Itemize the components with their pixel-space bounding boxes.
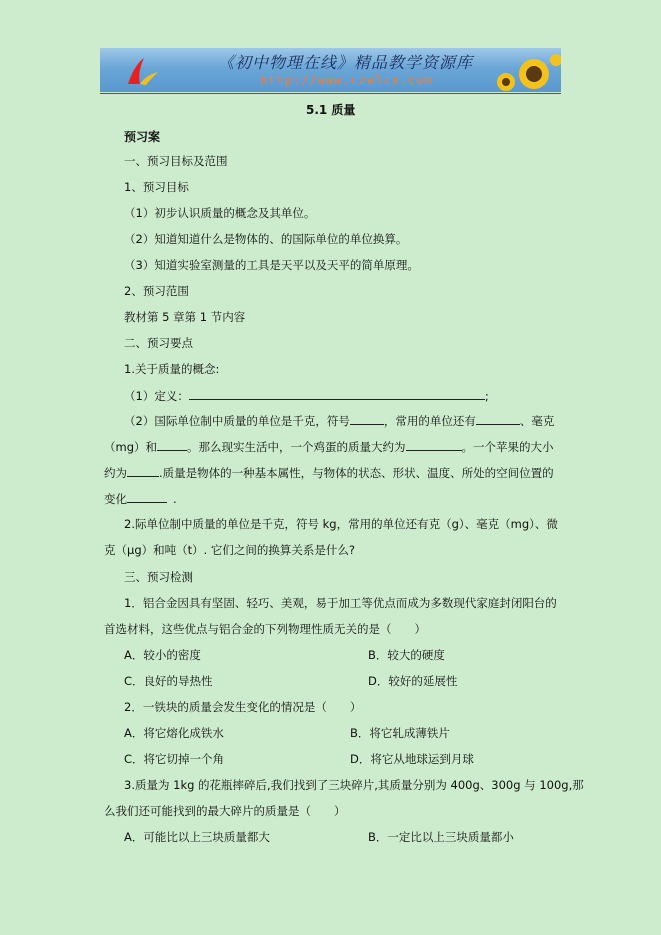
blank-symbol[interactable] [350, 412, 384, 425]
definition-blank[interactable] [189, 387, 485, 400]
question-1-line-1: 1．铝合金因具有坚固、轻巧、美观，易于加工等优点而成为多数现代家庭封闭阳台的 [124, 596, 557, 610]
goal-1: （1）初步认识质量的概念及其单位。 [124, 206, 316, 220]
q2-option-c: C．将它切掉一个角 [124, 752, 225, 766]
header-rule [100, 93, 561, 94]
definition-label: （1）定义： [124, 389, 189, 403]
banner-title: 《初中物理在线》精品教学资源库 [218, 53, 474, 72]
q2-option-d: D．将它从地球运到月球 [350, 752, 474, 766]
blank-egg[interactable] [406, 438, 462, 451]
q1-option-a: A．较小的密度 [124, 648, 201, 662]
q1-option-d: D．较好的延展性 [368, 674, 458, 688]
sunflower-icon [482, 52, 561, 92]
point-2-line-3 [104, 464, 554, 481]
heading-2: 二、预习要点 [124, 336, 193, 350]
point-2-line-2 [104, 438, 554, 455]
heading-1-1: 1、预习目标 [124, 180, 189, 194]
text-span: 变化 [104, 492, 127, 506]
text-span: （2）国际单位制中质量的单位是千克，符号 [124, 414, 350, 428]
goal-2: （2）知道知道什么是物体的、的国际单位的单位换算。 [124, 232, 408, 246]
logo-icon [122, 54, 162, 88]
blank-unit[interactable] [476, 412, 520, 425]
q3-option-a: A．可能比以上三块质量都大 [124, 830, 270, 844]
text-span: . [173, 492, 177, 506]
blank-apple[interactable] [127, 464, 159, 477]
scope-text: 教材第 5 章第 1 节内容 [124, 310, 246, 324]
heading-1-2: 2、预习范围 [124, 284, 189, 298]
question-2: 2．一铁块的质量会发生变化的情况是（ ） [124, 700, 362, 714]
point-3-line-1: 2.际单位制中质量的单位是千克，符号 kg，常用的单位还有克（g）、毫克（mg）、微 [124, 517, 558, 531]
definition-line [124, 387, 489, 404]
point-2-line-4 [104, 490, 177, 507]
point-2-line-1 [124, 412, 554, 429]
question-3-line-1: 3.质量为 1kg 的花瓶摔碎后,我们找到了三块碎片,其质量分别为 400g、300g 与 100g,那 [124, 778, 584, 792]
page-title: 5.1 质量 [306, 103, 356, 117]
text-span: 约为 [104, 466, 127, 480]
q2-option-a: A．将它熔化成铁水 [124, 726, 224, 740]
definition-end: ; [484, 389, 489, 403]
text-span: ，常用的单位还有 [383, 414, 476, 428]
q3-option-b: B．一定比以上三块质量都小 [368, 830, 514, 844]
blank-unit-2[interactable] [157, 438, 187, 451]
text-span: （mg）和 [104, 440, 158, 454]
heading-1: 一、预习目标及范围 [124, 154, 228, 168]
q1-option-b: B．较大的硬度 [368, 648, 445, 662]
text-span: 、毫克 [519, 414, 555, 428]
q1-option-c: C．良好的导热性 [124, 674, 213, 688]
goal-3: （3）知道实验室测量的工具是天平以及天平的简单原理。 [124, 258, 419, 272]
point-1: 1.关于质量的概念: [124, 362, 220, 376]
section-preview: 预习案 [124, 130, 161, 144]
question-1-line-2: 首选材料，这些优点与铝合金的下列物理性质无关的是（ ） [104, 622, 426, 636]
text-span: 。一个苹果的大小 [461, 440, 554, 454]
q2-option-b: B．将它轧成薄铁片 [350, 726, 450, 740]
banner-url: http://www.czwlzx.com [260, 73, 433, 87]
heading-3: 三、预习检测 [124, 570, 193, 584]
blank-change[interactable] [127, 490, 167, 503]
text-span: .质量是物体的一种基本属性，与物体的状态、形状、温度、所处的空间位置的 [159, 466, 554, 480]
question-3-line-2: 么我们还可能找到的最大碎片的质量是（ ） [104, 804, 346, 818]
point-3-line-2: 克（μg）和吨（t）. 它们之间的换算关系是什么? [104, 543, 356, 557]
text-span: 。那么现实生活中，一个鸡蛋的质量大约为 [187, 440, 406, 454]
header-banner [100, 48, 561, 92]
